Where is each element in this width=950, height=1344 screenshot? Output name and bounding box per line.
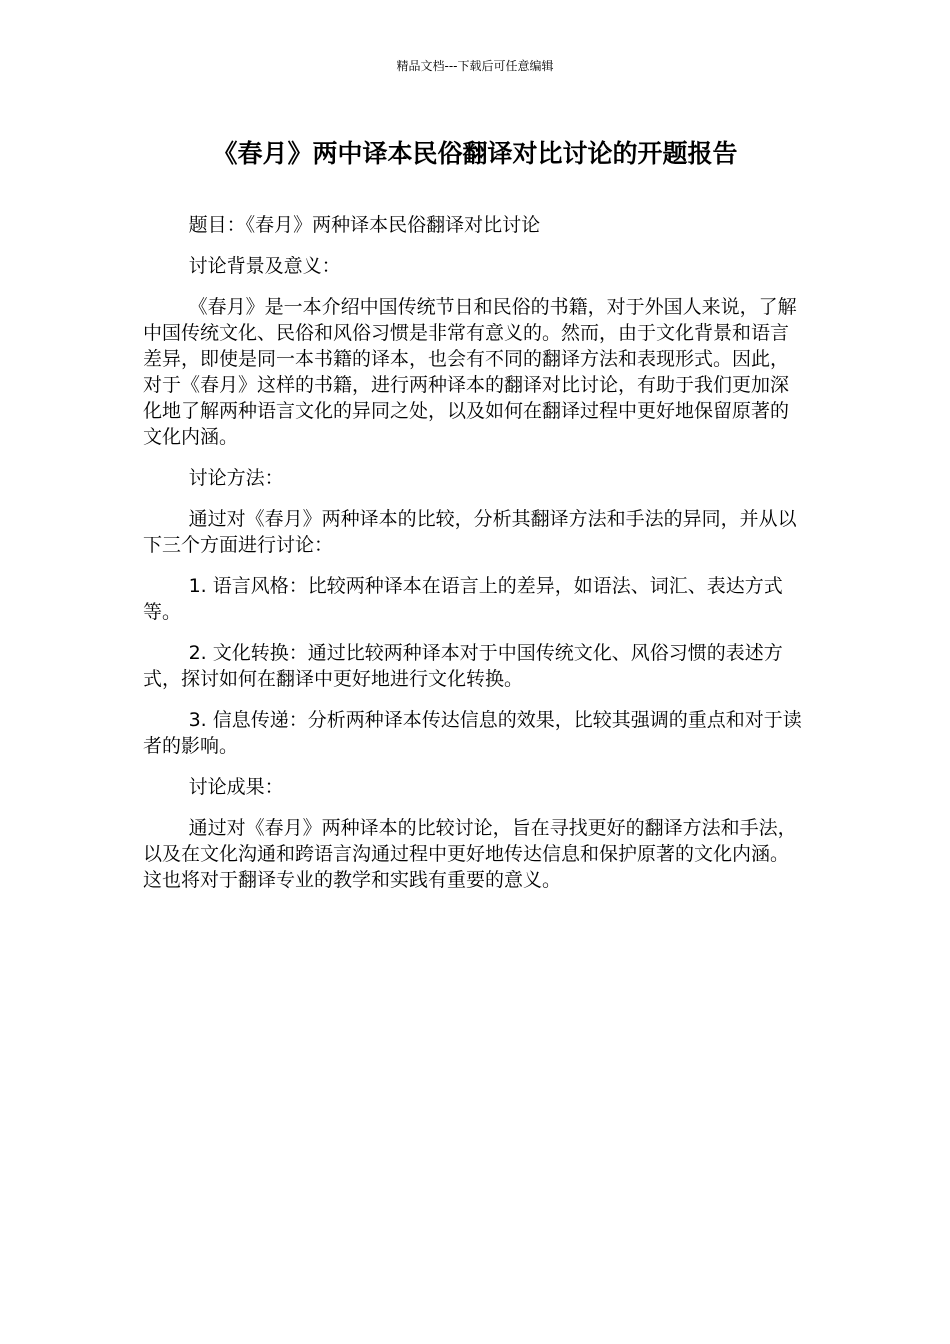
document-title: 《春月》两中译本民俗翻译对比讨论的开题报告 <box>212 139 738 168</box>
background-heading: 讨论背景及意义： <box>188 255 341 277</box>
background-paragraph: 《春月》是一本介绍中国传统节日和民俗的书籍，对于外国人来说，了解中国传统文化、民俗和风俗习惯是非常有意义的。然而，由于文化背景和语言差异，即使是同一本书籍的译本，也会有不同的翻译方法和表现形式。因此，对于《春月》这样的书籍，进行两种译本的翻译对比讨论，有助于我们更加深化地了解两种语言文化的异同之处，以及如何在翻译过程中更好地保留原著的文化内涵。 <box>143 296 797 448</box>
method-item-language-style: 1. 语言风格：比较两种译本在语言上的差异，如语法、词汇、表达方式等。 <box>143 575 783 623</box>
method-paragraph: 通过对《春月》两种译本的比较，分析其翻译方法和手法的异同，并从以下三个方面进行讨论： <box>143 508 797 556</box>
page-header-watermark: 精品文档---下载后可任意编辑 <box>396 59 554 73</box>
results-paragraph: 通过对《春月》两种译本的比较讨论，旨在寻找更好的翻译方法和手法，以及在文化沟通和跨语言沟通过程中更好地传达信息和保护原著的文化内涵。这也将对于翻译专业的教学和实践有重要的意义。 <box>143 817 797 891</box>
document-body <box>143 212 803 908</box>
method-item-cultural-transfer: 2. 文化转换：通过比较两种译本对于中国传统文化、风俗习惯的表述方式，探讨如何在翻译中更好地进行文化转换。 <box>143 642 783 690</box>
method-heading: 讨论方法： <box>188 467 284 489</box>
topic-paragraph: 题目：《春月》两种译本民俗翻译对比讨论 <box>188 214 541 236</box>
results-heading: 讨论成果： <box>188 776 284 798</box>
method-item-information-transfer: 3. 信息传递：分析两种译本传达信息的效果，比较其强调的重点和对于读者的影响。 <box>143 709 802 757</box>
